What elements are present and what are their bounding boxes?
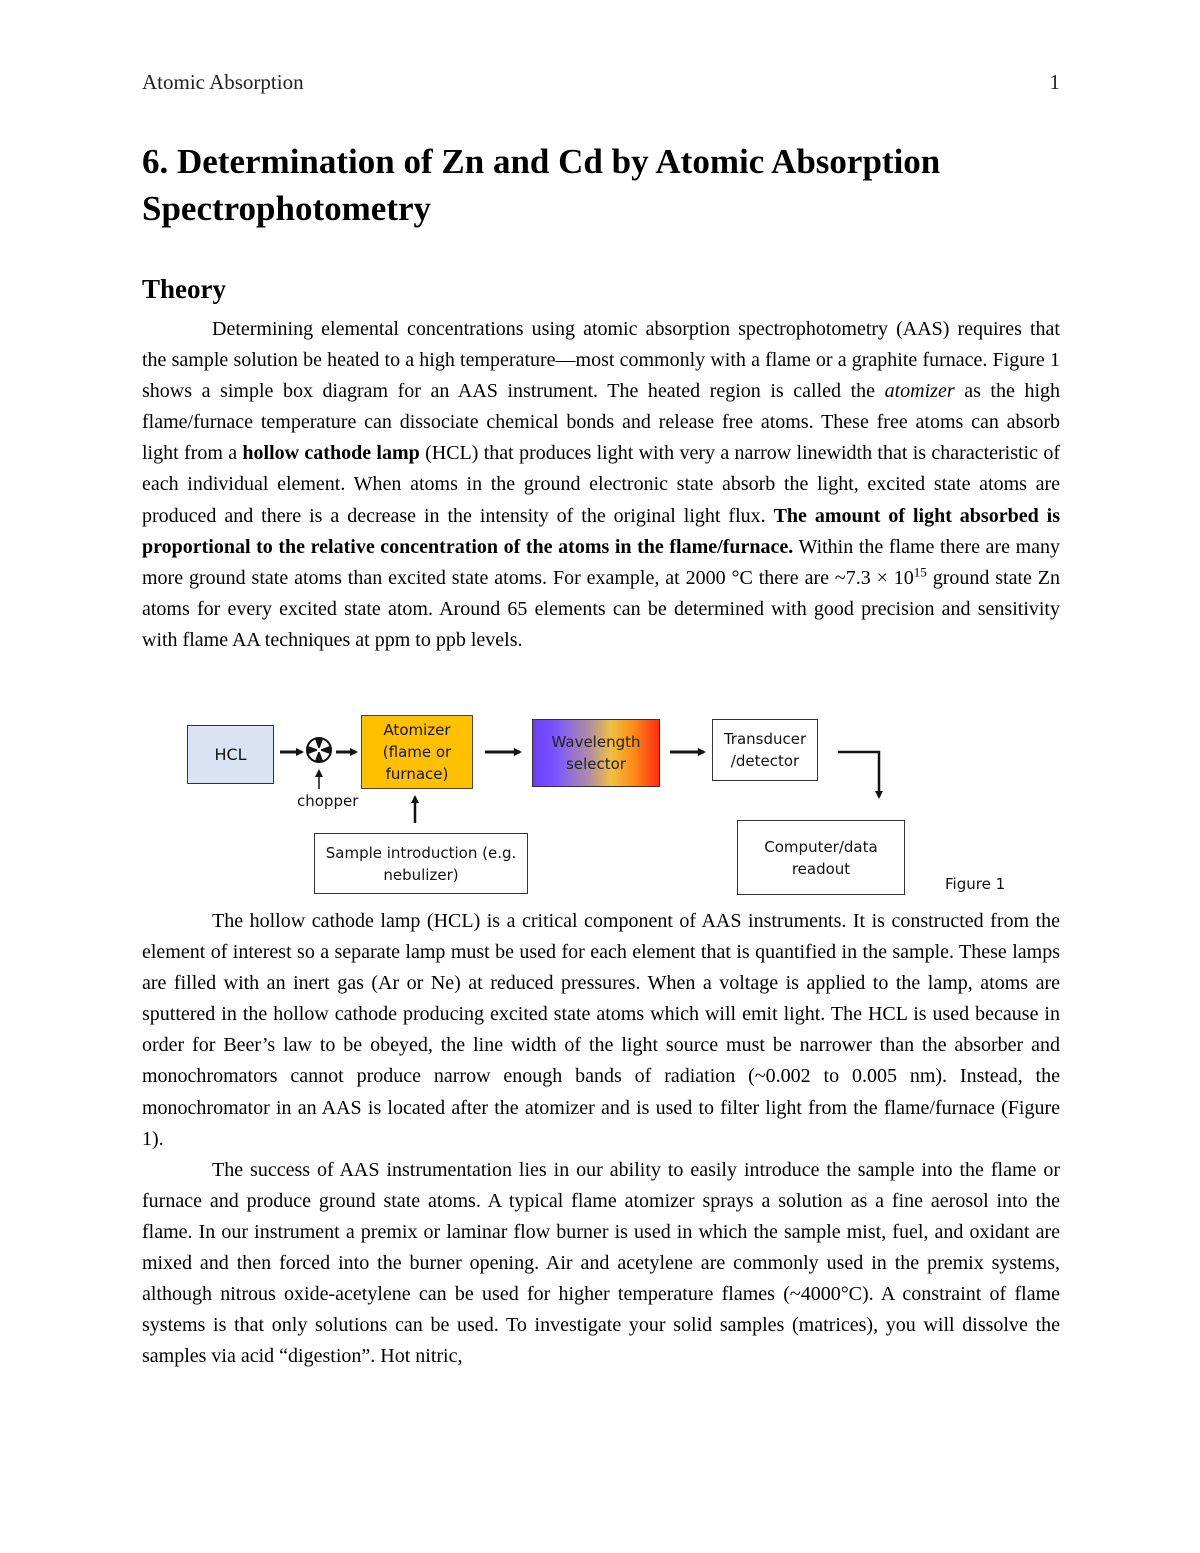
p1-hcl-term: hollow cathode lamp xyxy=(242,442,420,465)
p1-key-statement: The amount of light absorbed is proportional to the relative concentration of the atoms in the flame/furnace. xyxy=(142,504,1060,558)
wavelength-label-2: selector xyxy=(566,755,626,773)
paragraph-hcl xyxy=(142,906,1060,1155)
wavelength-selector-box xyxy=(532,719,660,787)
arrow-transducer-to-computer xyxy=(838,752,879,797)
p1-atomizer-term: atomizer xyxy=(884,380,955,403)
p1-exponent: 15 xyxy=(913,564,927,580)
atomizer-label-3: furnace) xyxy=(385,765,449,783)
paragraph-theory-intro xyxy=(142,314,1060,656)
transducer-label-1: Transducer xyxy=(723,730,807,748)
p3-text: The success of AAS instrumentation lies in our ability to easily introduce the sample into the flame or furnace and produce ground state atoms. A typical flame atomizer sprays a solution as a fine aerosol into the flame. In our instrument a premix or laminar flow burner is used in which the sample mist, fuel, and oxidant are mixed and then forced into the burner opening. Air and acetylene are commonly used in the premix systems, although nitrous oxide-acetylene can be used for higher temperature flames (~4000°C). A constraint of flame systems is that only solutions can be used. To investigate your solid samples (matrices), you will dissolve the samples via acid “digestion”. Hot nitric, xyxy=(142,1158,1060,1368)
chopper-label: chopper xyxy=(297,792,359,810)
hcl-label: HCL xyxy=(214,744,247,764)
sample-label-2: nebulizer) xyxy=(383,865,459,884)
p1-text-2: as the high flame/furnace temperature can dissociate chemical bonds and release free atoms. These free atoms can absorb light from a xyxy=(142,380,1060,465)
section-heading-theory: Theory xyxy=(142,274,226,304)
computer-label-1: Computer/data xyxy=(764,837,878,856)
paragraph-hcl-and-atomization xyxy=(142,906,1060,1372)
chopper-icon xyxy=(307,738,331,762)
p1-text-3: (HCL) that produces light with very a narrow linewidth that is characteristic of each individual element. When atoms in the ground electronic state absorb the light, excited state atoms are produced and there is a decrease in the intensity of the original light flux. xyxy=(142,442,1060,527)
sample-introduction-box xyxy=(314,833,528,894)
computer-readout-box xyxy=(737,820,905,895)
aas-block-diagram xyxy=(142,705,1060,905)
page-number: 1 xyxy=(1049,70,1060,94)
transducer-box xyxy=(712,719,818,781)
running-header xyxy=(142,70,1060,100)
wavelength-label-1: Wavelength xyxy=(551,733,641,751)
atomizer-label-1: Atomizer xyxy=(383,721,451,739)
p1-text-4: Within the flame there are many more ground state atoms than excited state atoms. For example, at 2000 °C there are ~7.3 × 10 xyxy=(142,535,1060,589)
atomizer-box xyxy=(361,715,473,789)
figure-caption: Figure 1 xyxy=(945,875,1006,893)
paragraph-atomization xyxy=(142,1155,1060,1373)
hcl-box xyxy=(187,725,274,784)
atomizer-label-2: (flame or xyxy=(382,743,452,761)
p1-text-1: Determining elemental concentrations using atomic absorption spectrophotometry (AAS) requires that the sample solution be heated to a high temperature—most commonly with a flame or a graphite furnace. Figure 1 shows a simple box diagram for an AAS instrument. The heated region is called the xyxy=(142,318,1060,403)
transducer-label-2: /detector xyxy=(730,752,800,770)
computer-label-2: readout xyxy=(791,859,851,878)
sample-label-1: Sample introduction (e.g. xyxy=(325,843,517,862)
p2-text: The hollow cathode lamp (HCL) is a critical component of AAS instruments. It is constructed from the element of interest so a separate lamp must be used for each element that is quantified in the sample. These lamps are filled with an inert gas (Ar or Ne) at reduced pressures. When a voltage is applied to the lamp, atoms are sputtered in the hollow cathode producing excited state atoms which will emit light. The HCL is used because in order for Beer’s law to be obeyed, the line width of the light source must be narrower than the absorber and monochromators cannot produce narrow enough bands of radiation (~0.002 to 0.005 nm). Instead, the monochromator in an AAS is located after the atomizer and is used to filter light from the flame/furnace (Figure 1). xyxy=(142,910,1060,1150)
document-title: 6. Determination of Zn and Cd by Atomic Absorption Spectrophotometry xyxy=(142,142,941,228)
p1-text-5: ground state Zn atoms for every excited state atom. Around 65 elements can be determined with good precision and sensitivity with flame AA techniques at ppm to ppb levels. xyxy=(142,566,1061,651)
running-title: Atomic Absorption xyxy=(142,70,304,94)
